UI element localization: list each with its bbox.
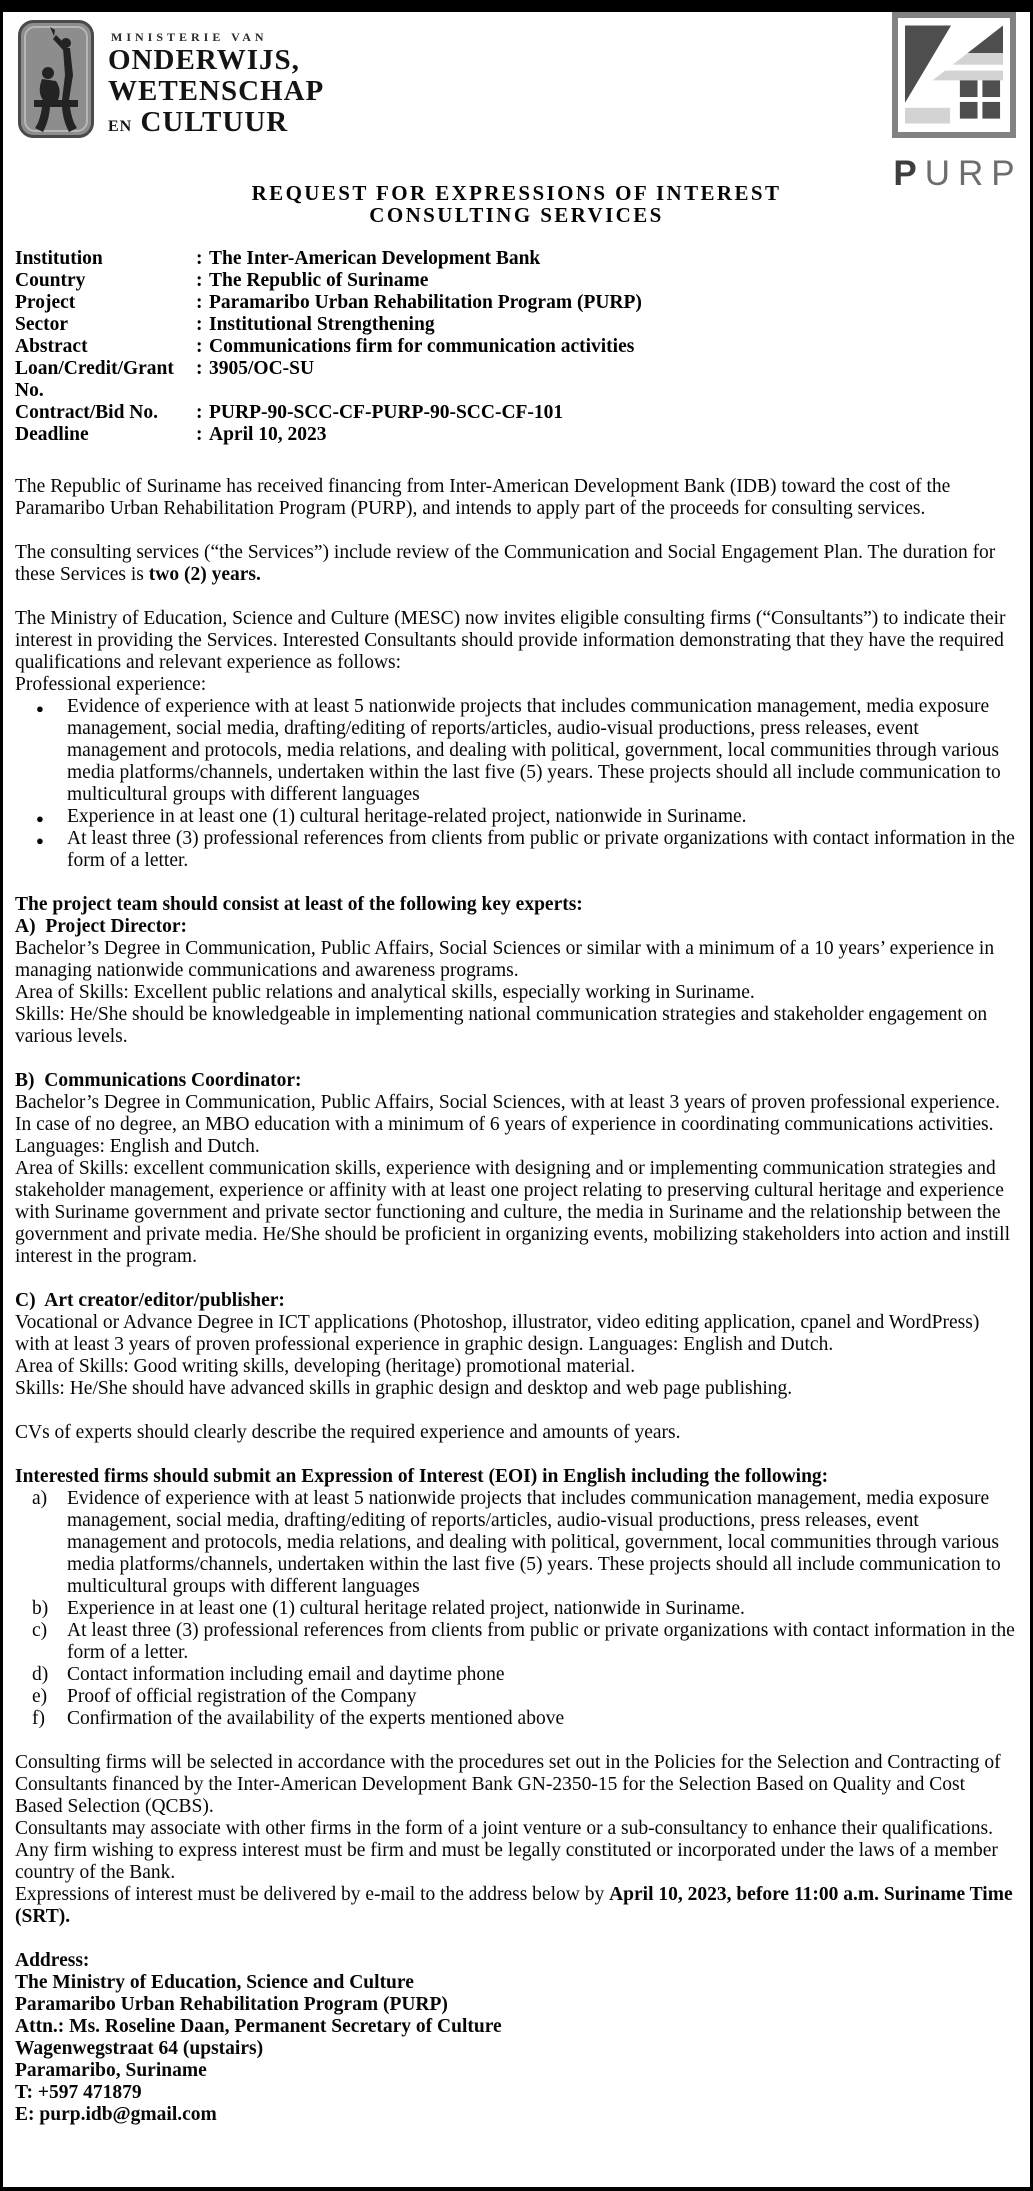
text: Professional experience: [15, 674, 207, 695]
ministry-line-2: WETENSCHAP [108, 75, 325, 107]
vertical-space [15, 1444, 1016, 1466]
purp-logo [892, 12, 1023, 193]
bullet-list [15, 696, 1016, 872]
bullet-item: ● At least three (3) professional references from clients from public or private organizations with contact information in the form of a letter. [15, 828, 1016, 872]
purp-wordmark-rest: URP [924, 154, 1023, 193]
address-line: The Ministry of Education, Science and Culture [15, 1972, 414, 1993]
lettered-item [15, 1620, 1016, 1664]
paragraph [15, 894, 1016, 916]
ministry-emblem-icon [18, 20, 94, 142]
paragraph [15, 1092, 1016, 1158]
address-line: E: purp.idb@gmail.com [15, 2104, 217, 2125]
details-row [15, 402, 1020, 424]
details-label: Abstract [15, 336, 88, 357]
details-colon: : [196, 424, 203, 445]
lettered-item [15, 1664, 1016, 1686]
lettered-list [15, 1488, 1016, 1730]
bold-text: The project team should consist at least of the following key experts: [15, 894, 583, 915]
vertical-space [15, 1048, 1016, 1070]
details-row [15, 336, 1020, 358]
item-marker: b) [32, 1598, 49, 1619]
address-line: Paramaribo Urban Rehabilitation Program (PURP) [15, 1994, 448, 2015]
item-marker: f) [32, 1708, 45, 1729]
text: Area of Skills: Good writing skills, developing (heritage) promotional material. [15, 1356, 636, 1377]
lettered-item [15, 1598, 1016, 1620]
ministry-line-3-prefix: EN [108, 118, 133, 135]
ministry-line-3 [108, 107, 324, 142]
paragraph [15, 1290, 1016, 1312]
text: The consulting services (“the Services”) include review of the Communication and Social Engagement Plan. The duration for these Services is [15, 542, 996, 585]
ministry-line-1: ONDERWIJS, [108, 44, 300, 76]
purp-wordmark [892, 156, 1024, 191]
details-value: Paramaribo Urban Rehabilitation Program (PURP) [209, 292, 642, 313]
details-value: PURP-90-SCC-CF-PURP-90-SCC-CF-101 [209, 402, 564, 423]
details-value: April 10, 2023 [209, 424, 327, 445]
address-line: Wagenwegstraat 64 (upstairs) [15, 2038, 264, 2059]
paragraph [15, 476, 1016, 520]
vertical-space [15, 454, 1016, 476]
details-value: 3905/OC-SU [209, 358, 315, 379]
item-text: Proof of official registration of the Company [67, 1686, 417, 1707]
vertical-space [15, 872, 1016, 894]
paragraph [15, 1070, 1016, 1092]
text: Area of Skills: Excellent public relations and analytical skills, especially working in Suriname. [15, 982, 755, 1003]
bullet-item: ● Evidence of experience with at least 5 nationwide projects that includes communication management, media exposure management, social media, drafting/editing of reports/articles, audio-visual productions, press releases, event management and protocols, media relations, and dealing with political, government, local communities through various media platforms/channels, undertaken within the last five (5) years. These projects should all include communication to multicultural groups with different languages [15, 696, 1016, 806]
ministry-line-3-word: CULTUUR [140, 106, 289, 138]
details-colon: : [196, 402, 203, 423]
address-line: Attn.: Ms. Roseline Daan, Permanent Secretary of Culture [15, 2016, 502, 2037]
item-marker: a) [32, 1488, 48, 1509]
item-text: Contact information including email and daytime phone [67, 1664, 505, 1685]
bold-text: two (2) years. [148, 564, 261, 585]
address-block [15, 1950, 1016, 2126]
paragraph [15, 1312, 1016, 1356]
details-colon: : [196, 358, 203, 379]
details-row [15, 270, 1020, 292]
address-line: Paramaribo, Suriname [15, 2060, 207, 2081]
text: The Ministry of Education, Science and Culture (MESC) now invites eligible consulting firms (“Consultants”) to indicate their interest in providing the Services. Interested Consultants should provide information demonstrating that they have the required qualifications and relevant experience as follows: [15, 608, 1006, 673]
details-label: Loan/Credit/Grant No. [15, 358, 174, 401]
purp-logo-icon [892, 12, 1016, 138]
text: Expressions of interest must be delivered by e-mail to the address below by [15, 1884, 610, 1905]
paragraph [15, 982, 1016, 1004]
ministry-logo [18, 20, 324, 142]
details-table [15, 248, 1020, 446]
details-value: The Republic of Suriname [209, 270, 429, 291]
vertical-space [15, 1268, 1016, 1290]
text: Skills: He/She should be knowledgeable in implementing national communication strategies and stakeholder engagement on various levels. [15, 1004, 988, 1047]
text: Vocational or Advance Degree in ICT applications (Photoshop, illustrator, video editing application, cpanel and WordPress) with at least 3 years of proven professional experience in graphic design. Languages: English and Dutch. [15, 1312, 980, 1355]
lettered-item [15, 1488, 1016, 1598]
purp-wordmark-first-letter: P [893, 154, 925, 193]
title-line-2: CONSULTING SERVICES [369, 203, 664, 227]
document-body [15, 454, 1016, 2126]
details-colon: : [196, 314, 203, 335]
details-label: Deadline [15, 424, 89, 445]
text: The Republic of Suriname has received financing from Inter-American Development Bank (IDB) toward the cost of the Paramaribo Urban Rehabilitation Program (PURP), and intends to apply part of the proceeds for consulting services. [15, 476, 951, 519]
details-colon: : [196, 248, 203, 269]
paragraph [15, 1818, 1016, 1884]
details-row [15, 292, 1020, 314]
details-label: Project [15, 292, 76, 313]
title-line-1: REQUEST FOR EXPRESSIONS OF INTEREST [251, 181, 782, 205]
paragraph [15, 1422, 1016, 1444]
details-label: Country [15, 270, 86, 291]
bullet-item: ● Experience in at least one (1) cultural heritage-related project, nationwide in Suriname. [15, 806, 1016, 828]
address-line: T: +597 471879 [15, 2082, 142, 2103]
text: Area of Skills: excellent communication skills, experience with designing and or implementing communication strategies and stakeholder management, experience or affinity with at least one project relating to preserving cultural heritage and experience with Suriname government and private sector functioning and culture, the media in Suriname and the relationship between the government and private media. He/She should be proficient in organizing events, mobilizing stakeholders into action and instill interest in the program. [15, 1158, 1010, 1267]
details-row [15, 358, 1020, 402]
paragraph [15, 938, 1016, 982]
item-marker: d) [32, 1664, 49, 1685]
paragraph [15, 1158, 1016, 1268]
vertical-space [15, 586, 1016, 608]
vertical-space [15, 1400, 1016, 1422]
details-value: Institutional Strengthening [209, 314, 435, 335]
text: Consulting firms will be selected in accordance with the procedures set out in the Policies for the Selection and Contracting of Consultants financed by the Inter-American Development Bank GN-2350-15 for the Selection Based on Quality and Cost Based Selection (QCBS). [15, 1752, 1001, 1817]
text: Bachelor’s Degree in Communication, Public Affairs, Social Sciences or similar with a minimum of a 10 years’ experience in managing nationwide communications and awareness programs. [15, 938, 995, 981]
details-label: Institution [15, 248, 103, 269]
details-row [15, 314, 1020, 336]
vertical-space [15, 1730, 1016, 1752]
address-line: Address: [15, 1950, 90, 1971]
item-marker: e) [32, 1686, 48, 1707]
paragraph [15, 1356, 1016, 1378]
bold-text: A) Project Director: [15, 916, 187, 937]
paragraph [15, 608, 1016, 674]
details-label: Contract/Bid No. [15, 402, 158, 423]
vertical-space [15, 1928, 1016, 1950]
item-marker: c) [32, 1620, 48, 1641]
paragraph [15, 1466, 1016, 1488]
bold-text: Interested firms should submit an Expression of Interest (EOI) in English including the following: [15, 1466, 829, 1487]
lettered-item [15, 1686, 1016, 1708]
paragraph [15, 916, 1016, 938]
details-row [15, 424, 1020, 446]
details-colon: : [196, 336, 203, 357]
details-label: Sector [15, 314, 69, 335]
details-colon: : [196, 292, 203, 313]
bold-text: April 10, 2023, before 11:00 a.m. Suriname Time (SRT). [15, 1884, 1013, 1927]
text: Skills: He/She should have advanced skills in graphic design and desktop and web page publishing. [15, 1378, 793, 1399]
paragraph [15, 1884, 1016, 1928]
paragraph [15, 1004, 1016, 1048]
text: Bachelor’s Degree in Communication, Public Affairs, Social Sciences, with at least 3 years of proven professional experience. In case of no degree, an MBO education with a minimum of 6 years of experience in coordinating communications activities. Languages: English and Dutch. [15, 1092, 1000, 1157]
item-text: At least three (3) professional references from clients from public or private organizations with contact information in the form of a letter. [67, 1620, 1015, 1663]
vertical-space [15, 520, 1016, 542]
details-row [15, 248, 1020, 270]
lettered-item [15, 1708, 1016, 1730]
bold-text: C) Art creator/editor/publisher: [15, 1290, 285, 1311]
details-value: Communications firm for communication activities [209, 336, 635, 357]
item-text: Experience in at least one (1) cultural heritage related project, nationwide in Suriname. [67, 1598, 745, 1619]
details-value: The Inter-American Development Bank [209, 248, 541, 269]
paragraph [15, 674, 1016, 696]
paragraph [15, 1752, 1016, 1818]
paragraph [15, 1378, 1016, 1400]
text: Consultants may associate with other firms in the form of a joint venture or a sub-consultancy to enhance their qualifications. Any firm wishing to express interest must be firm and must be legally constituted or incorporated under the laws of a member country of the Bank. [15, 1818, 998, 1883]
paragraph [15, 542, 1016, 586]
bold-text: B) Communications Coordinator: [15, 1070, 302, 1091]
text: CVs of experts should clearly describe the required experience and amounts of years. [15, 1422, 681, 1443]
ministry-wordmark [108, 20, 324, 142]
details-colon: : [196, 270, 203, 291]
document-title [3, 182, 1030, 226]
item-text: Evidence of experience with at least 5 nationwide projects that includes communication management, media exposure management, social media, drafting/editing of reports/articles, audio-visual productions, press releases, event management and protocols, media relations, and dealing with political, government, local communities through various media platforms/channels, undertaken within the last five (5) years. These projects should all include communication to multicultural groups with different languages [67, 1488, 1001, 1597]
item-text: Confirmation of the availability of the experts mentioned above [67, 1708, 565, 1729]
ministry-small-line: MINISTERIE VAN [111, 30, 268, 44]
